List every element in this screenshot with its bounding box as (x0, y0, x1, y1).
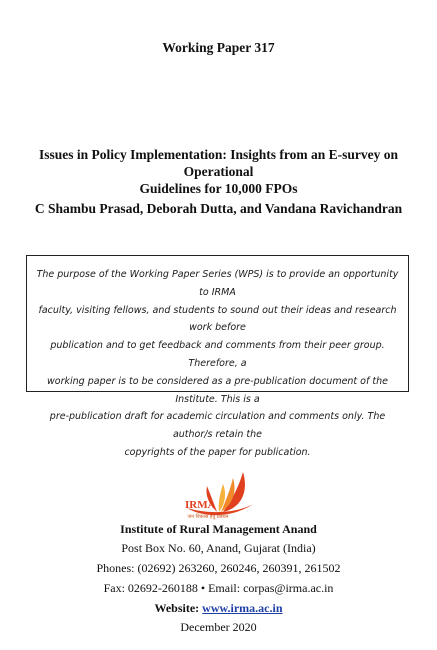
disclaimer-box (26, 255, 409, 458)
logo-tagline: जन विकास हेतु प्रबंधन (187, 514, 229, 520)
disclaimer-text (33, 266, 402, 462)
disclaimer-line: pre-publication draft for academic circulation and comments only. The author/s retain the (49, 411, 386, 441)
institute-address: Post Box No. 60, Anand, Gujarat (India) (121, 541, 316, 555)
irma-logo (183, 468, 257, 530)
institute-phones: Phones: (02692) 263260, 260246, 260391, 261502 (96, 561, 341, 575)
paper-title (20, 146, 417, 197)
disclaimer-line: The purpose of the Working Paper Series (WPS) is to provide an opportunity to IRMA (36, 269, 399, 298)
institute-fax-email: Fax: 02692-260188 • Email: corpas@irma.ac.in (103, 581, 334, 595)
logo-wordmark: IRMA (185, 499, 216, 511)
website-link[interactable]: www.irma.ac.in (202, 601, 283, 615)
disclaimer-line: copyrights of the paper for publication. (124, 446, 311, 458)
disclaimer-line: working paper is to be considered as a pre-publication document of the Institute. This is a (47, 375, 388, 405)
paper-authors: C Shambu Prasad, Deborah Dutta, and Vandana Ravichandran (34, 201, 403, 216)
paper-title-line-1: Issues in Policy Implementation: Insights from an E-survey on Operational (38, 147, 399, 179)
website-label: Website: (154, 601, 203, 615)
disclaimer-line: publication and to get feedback and comments from their peer group. Therefore, a (50, 340, 385, 369)
institute-website (0, 601, 437, 616)
institute-name: Institute of Rural Management Anand (120, 522, 317, 536)
publication-date: December 2020 (180, 620, 257, 634)
working-paper-number: Working Paper 317 (162, 40, 275, 55)
disclaimer-line: faculty, visiting fellows, and students to sound out their ideas and research work before (38, 304, 397, 334)
paper-title-line-2: Guidelines for 10,000 FPOs (139, 181, 298, 196)
